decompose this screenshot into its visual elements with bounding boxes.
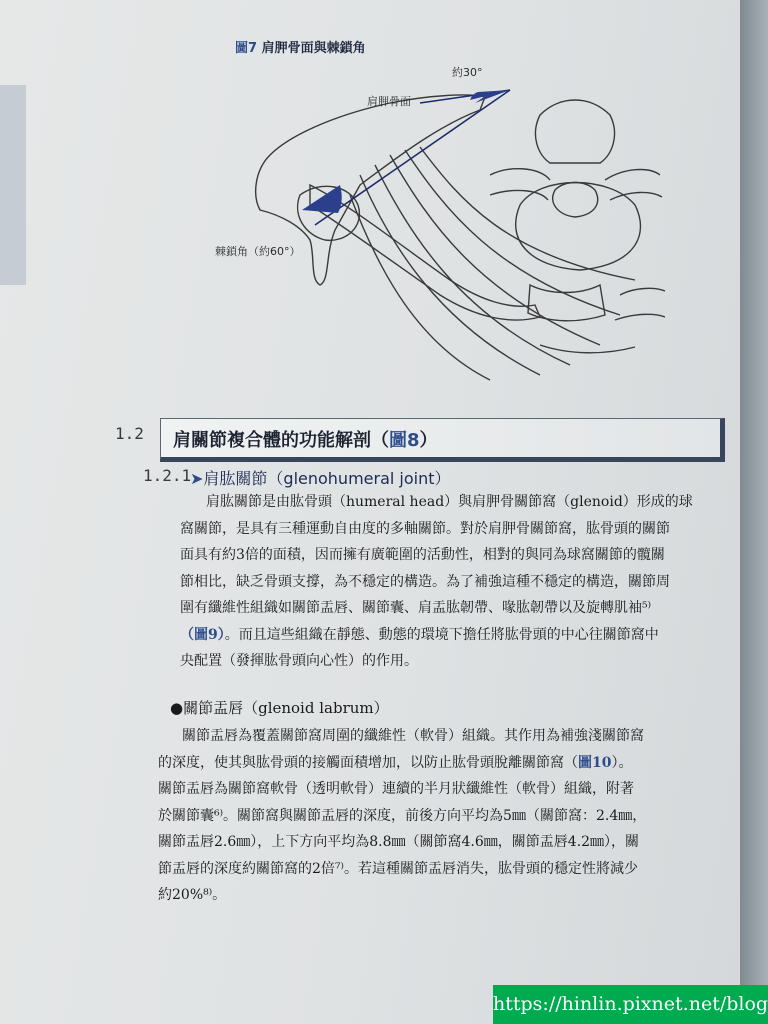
section-title: 肩關節複合體的功能解剖（圖8） <box>173 430 438 451</box>
paragraph-labrum: 關節盂唇為覆蓋關節窩周圍的纖維性（軟骨）組織。其作用為補強淺關節窩 的深度，使其與肱骨頭的接觸面積增加，以防止肱骨頭脫離關節窩（圖10）。 關節盂唇為關節窩軟骨（透明軟骨）連續的半月狀纖維性（軟骨）組織，附著 於關節囊⁶⁾。關節窩與關節盂唇的深度，前後方向平均為5㎜（關節窩：2.4㎜， 關節盂唇2.6㎜），上下方向平均為8.8㎜（關節窩4.6㎜，關節盂唇4.2㎜），關 節盂唇的深度約關節窩的2倍⁷⁾。若這種關節盂唇消失，肱骨頭的穩定性將減少 約20%⁸⁾。 <box>158 728 647 903</box>
paragraph-glenohumeral: 肩肱關節是由肱骨頭（humeral head）與肩胛骨關節窩（glenoid）形成的球 窩關節，是具有三種運動自由度的多軸關節。對於肩胛骨關節窩，肱骨頭的關節 面具有約3倍的面積，因而擁有廣範圍的活動性，相對的與同為球窩關節的髖關 節相比，缺乏骨頭支撐，為不穩定的構造。為了補強這種不穩定的構造，關節周 圍有纖維性組織如關節盂唇、關節囊、肩盂肱韌帶、喙肱韌帶以及旋轉肌袖⁵⁾ （圖9）。而且這些組織在靜態、動態的環境下擔任將肱骨頭的中心往關節窩中 央配置（發揮肱骨頭向心性）的作用。 <box>180 494 693 669</box>
label-angle-30: 約30° <box>452 66 483 79</box>
arrow-icon: ➤ <box>190 469 204 488</box>
figure-title: 肩胛骨面與棘鎖角 <box>261 41 366 56</box>
shoulder-anatomy-figure <box>240 55 665 385</box>
bullet-title: 關節盂唇（glenoid labrum） <box>183 699 389 717</box>
figure-ref-8: 圖8 <box>389 430 420 451</box>
angle-60-wedge <box>302 185 342 213</box>
label-scapular-plane: 肩胛骨面 <box>367 95 411 108</box>
vertebra-top <box>535 100 614 163</box>
figure-number: 圖7 <box>235 41 258 56</box>
handwritten-subsection-number: 1.2.1 <box>143 466 192 485</box>
bullet-heading-labrum <box>170 697 389 718</box>
figure-caption <box>235 37 366 56</box>
scapular-plane-line <box>315 90 510 225</box>
bullet-icon: ● <box>170 699 184 717</box>
label-angle-60: 棘鎖角（約60°） <box>215 245 301 258</box>
subsection-title: 肩肱關節（glenohumeral joint） <box>203 469 451 488</box>
chapter-side-tab <box>0 85 26 285</box>
handwritten-section-number: 1.2 <box>115 424 144 443</box>
watermark-url: https://hinlin.pixnet.net/blog <box>493 985 768 1024</box>
adjacent-page-edge <box>740 0 768 1024</box>
figure-ref-9: （圖9） <box>180 626 225 643</box>
section-heading-box <box>160 418 725 462</box>
figure-ref-10: 圖10 <box>578 754 612 771</box>
subsection-heading <box>190 466 451 489</box>
